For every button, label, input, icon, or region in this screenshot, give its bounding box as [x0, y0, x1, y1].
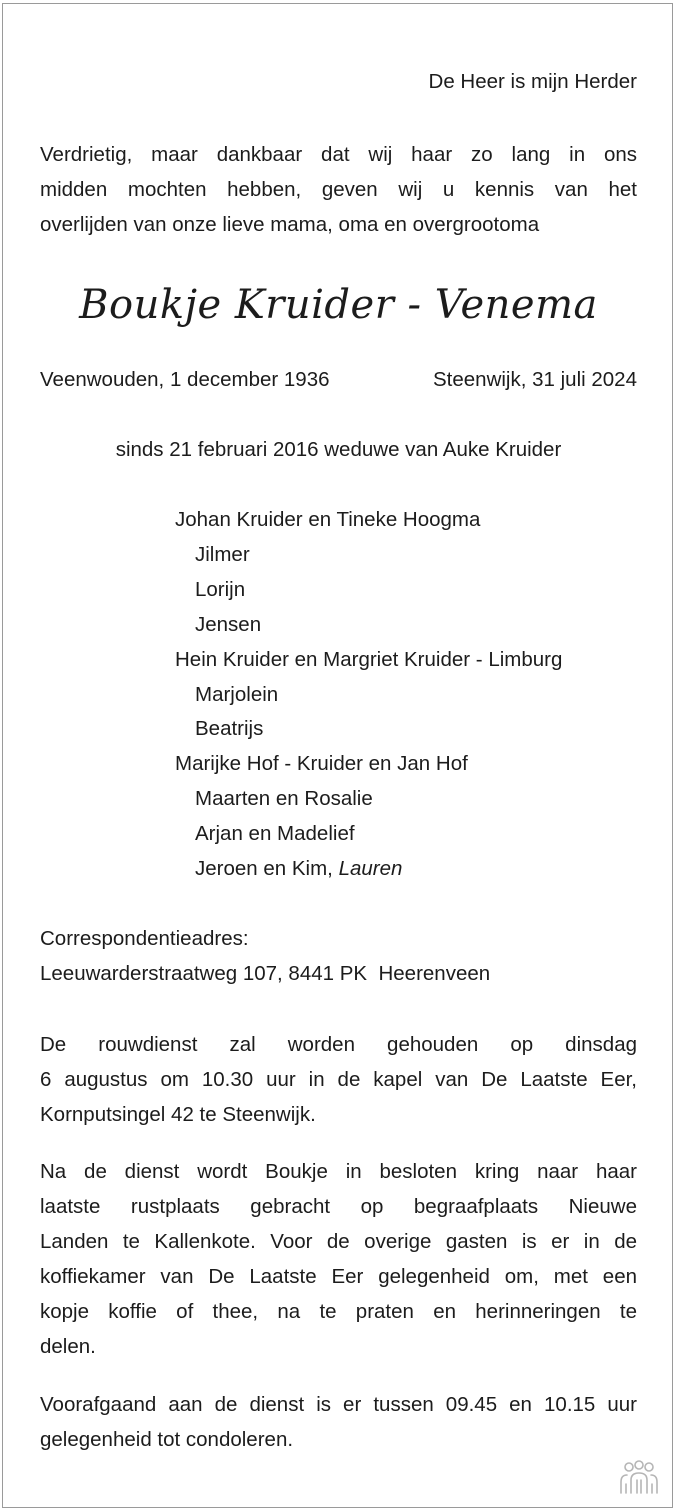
great-grandchild: Lauren [338, 857, 403, 881]
grandchild: Maarten en Rosalie [195, 787, 373, 811]
widow-note: sinds 21 februari 2016 weduwe van Auke Kruider [115, 438, 562, 461]
intro-line: midden mochten hebben, geven wij u kennis van het [40, 178, 637, 201]
correspondence-address: Leeuwarderstraatweg 107, 8441 PK Heerenveen [40, 962, 491, 985]
condolence-paragraph [40, 1387, 637, 1457]
service-line: 6 augustus om 10.30 uur in de kapel van De Laatste Eer, [40, 1068, 637, 1091]
motto: De Heer is mijn Herder [428, 70, 637, 93]
grandchild: Marjolein [195, 682, 279, 706]
death-place-date: Steenwijk, 31 juli 2024 [433, 368, 637, 391]
grandchild [175, 852, 562, 887]
people-group-icon [617, 1460, 661, 1496]
correspondence-label: Correspondentieadres: [40, 927, 249, 950]
grandchild: Jilmer [195, 542, 250, 566]
grandchild: Beatrijs [195, 717, 264, 741]
burial-line: koffiekamer van De Laatste Eer gelegenheid om, met een [40, 1265, 637, 1288]
burial-line: Landen te Kallenkote. Voor de overige gasten is er in de [40, 1230, 637, 1253]
service-line: Kornputsingel 42 te Steenwijk. [40, 1103, 316, 1126]
burial-line: Na de dienst wordt Boukje in besloten kring naar haar [40, 1160, 637, 1183]
family-parents: Hein Kruider en Margriet Kruider - Limburg [175, 647, 563, 671]
burial-line: delen. [40, 1335, 96, 1358]
condolence-line: gelegenheid tot condoleren. [40, 1428, 294, 1451]
service-line: De rouwdienst zal worden gehouden op dinsdag [40, 1033, 637, 1056]
family-parents: Johan Kruider en Tineke Hoogma [175, 508, 481, 531]
grandchild-names: Jeroen en Kim, [195, 857, 339, 881]
intro-paragraph [40, 137, 637, 242]
grandchild: Jensen [195, 612, 262, 636]
condolence-line: Voorafgaand aan de dienst is er tussen 09.45 en 10.15 uur [40, 1393, 637, 1416]
family-parents: Marijke Hof - Kruider en Jan Hof [175, 752, 468, 776]
grandchild: Arjan en Madelief [195, 822, 355, 846]
family-list [175, 503, 562, 887]
deceased-name: Boukje Kruider - Venema [79, 282, 598, 328]
grandchild: Lorijn [195, 577, 246, 601]
burial-paragraph [40, 1154, 637, 1364]
intro-line: Verdrietig, maar dankbaar dat wij haar zo lang in ons [40, 143, 637, 166]
burial-line: kopje koffie of thee, na te praten en herinneringen te [40, 1300, 637, 1323]
birth-place-date: Veenwouden, 1 december 1936 [40, 368, 330, 391]
intro-line: overlijden van onze lieve mama, oma en overgrootoma [40, 213, 540, 236]
burial-line: laatste rustplaats gebracht op begraafplaats Nieuwe [40, 1195, 637, 1218]
service-paragraph [40, 1027, 637, 1132]
